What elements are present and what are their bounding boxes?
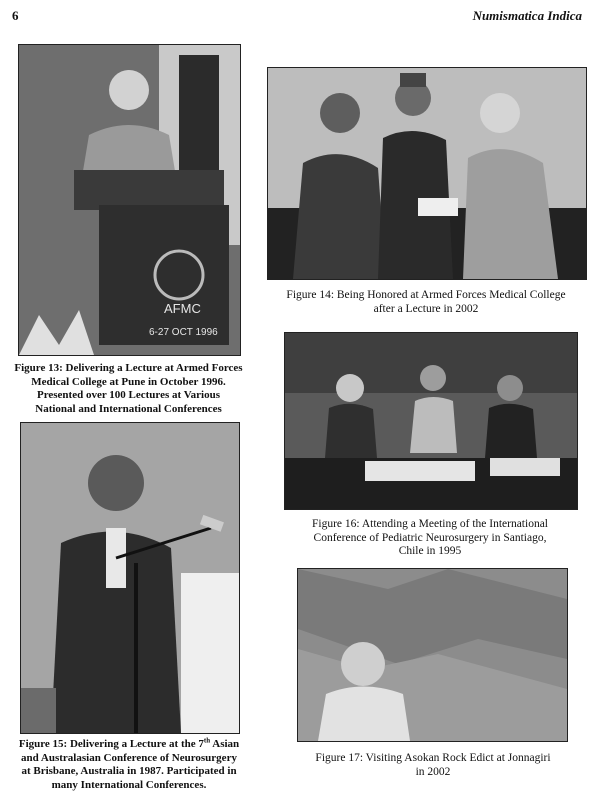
figure-17-photo — [297, 568, 568, 742]
figure-16-caption: Figure 16: Attending a Meeting of the International Conference of Pediatric Neurosurgery in Santiago, Chile in 1995 — [311, 518, 548, 557]
page-number: 6 — [12, 8, 19, 23]
figure-14-photo — [267, 67, 587, 280]
figure-13-photo — [18, 44, 241, 356]
figure-15-illustration — [21, 423, 239, 733]
figure-14-caption: Figure 14: Being Honored at Armed Forces Medical College after a Lecture in 2002 — [286, 289, 566, 315]
journal-title: Numismatica Indica — [472, 8, 582, 23]
figure-14-illustration — [268, 68, 586, 279]
figure-15-photo — [20, 422, 240, 734]
figure-16-illustration — [285, 333, 577, 509]
figure-16-photo — [284, 332, 578, 510]
figure-15-caption: Figure 15: Delivering a Lecture at the 7th Asian and Australasian Conference of Neurosurgery at Brisbane, Australia in 1987. Participated in many International Conferences. — [18, 736, 240, 791]
figure-17-illustration — [298, 569, 567, 741]
figure-13-caption: Figure 13: Delivering a Lecture at Armed Forces Medical College at Pune in October 1996. Presented over 100 Lectures at Various National and International Conferences — [14, 362, 243, 415]
podium-text: AFMC — [164, 301, 201, 316]
podium-date: 6-27 OCT 1996 — [149, 327, 218, 338]
figure-13-illustration — [19, 45, 240, 355]
figure-17-caption: Figure 17: Visiting Asokan Rock Edict at Jonnagiri in 2002 — [315, 752, 551, 778]
